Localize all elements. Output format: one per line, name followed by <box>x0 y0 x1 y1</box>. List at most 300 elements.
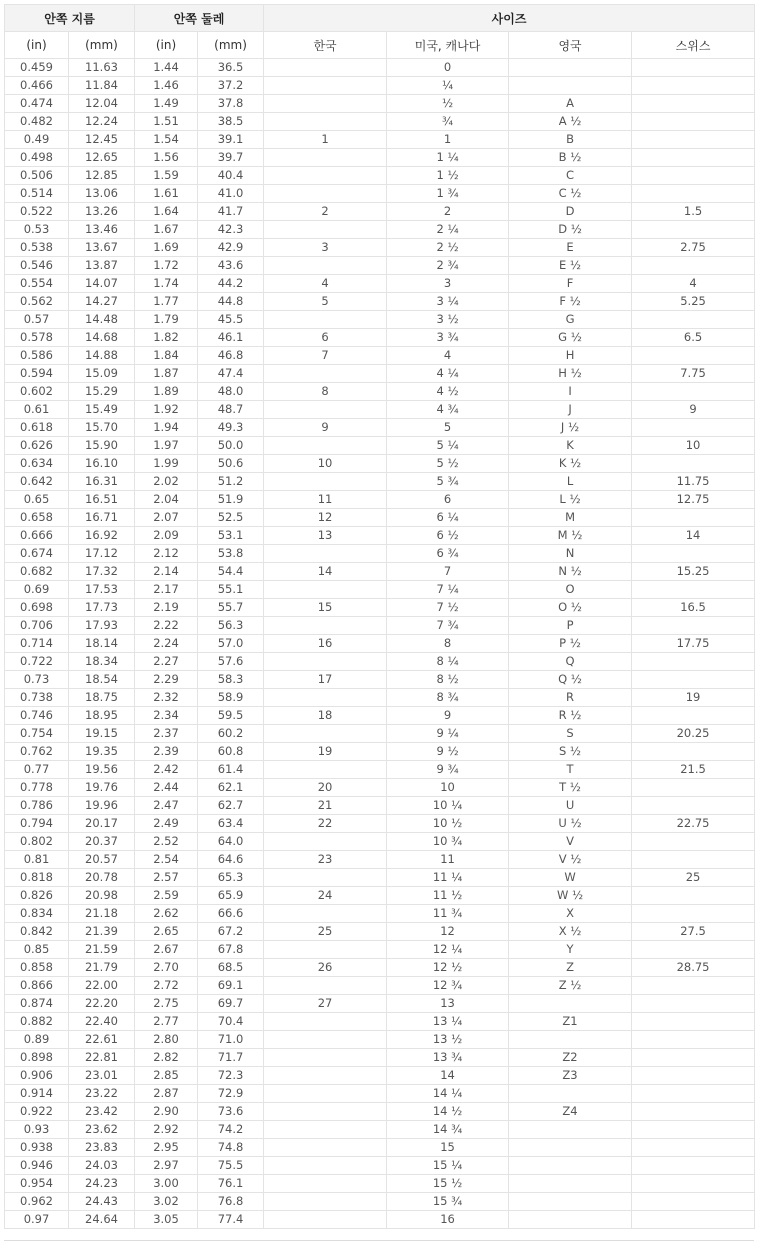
cell-us-canada-size: 7 ¾ <box>387 617 509 635</box>
cell-korea-size <box>264 1139 387 1157</box>
table-row <box>5 59 755 77</box>
header-row-sub <box>5 32 755 59</box>
cell-circumference-in: 2.27 <box>135 653 198 671</box>
header-inner-circumference: 안쪽 둘레 <box>135 5 264 32</box>
cell-us-canada-size: 11 <box>387 851 509 869</box>
table-row <box>5 761 755 779</box>
cell-swiss-size <box>632 671 755 689</box>
cell-us-canada-size: 3 ¼ <box>387 293 509 311</box>
cell-uk-size: Z <box>509 959 632 977</box>
cell-circumference-in: 3.02 <box>135 1193 198 1211</box>
cell-korea-size: 15 <box>264 599 387 617</box>
table-row <box>5 77 755 95</box>
cell-us-canada-size: 0 <box>387 59 509 77</box>
cell-us-canada-size: 11 ¼ <box>387 869 509 887</box>
header-size: 사이즈 <box>264 5 755 32</box>
cell-diameter-mm: 23.62 <box>69 1121 135 1139</box>
cell-circumference-mm: 57.6 <box>198 653 264 671</box>
cell-circumference-mm: 74.8 <box>198 1139 264 1157</box>
table-row <box>5 1085 755 1103</box>
cell-uk-size: A ½ <box>509 113 632 131</box>
cell-diameter-in: 0.49 <box>5 131 69 149</box>
cell-circumference-in: 2.72 <box>135 977 198 995</box>
cell-diameter-in: 0.618 <box>5 419 69 437</box>
cell-diameter-in: 0.586 <box>5 347 69 365</box>
cell-circumference-in: 2.42 <box>135 761 198 779</box>
cell-diameter-mm: 22.81 <box>69 1049 135 1067</box>
cell-uk-size: V ½ <box>509 851 632 869</box>
table-row <box>5 707 755 725</box>
cell-swiss-size <box>632 779 755 797</box>
cell-korea-size: 25 <box>264 923 387 941</box>
table-row <box>5 527 755 545</box>
cell-us-canada-size: 1 ¾ <box>387 185 509 203</box>
cell-circumference-mm: 68.5 <box>198 959 264 977</box>
cell-swiss-size: 4 <box>632 275 755 293</box>
cell-us-canada-size: 5 ¾ <box>387 473 509 491</box>
cell-korea-size <box>264 1121 387 1139</box>
cell-uk-size: W <box>509 869 632 887</box>
cell-korea-size: 5 <box>264 293 387 311</box>
cell-circumference-mm: 45.5 <box>198 311 264 329</box>
subheader-diameter-in: (in) <box>5 32 69 59</box>
cell-swiss-size <box>632 383 755 401</box>
cell-uk-size: F ½ <box>509 293 632 311</box>
cell-uk-size <box>509 1085 632 1103</box>
cell-diameter-in: 0.93 <box>5 1121 69 1139</box>
cell-swiss-size <box>632 941 755 959</box>
cell-korea-size <box>264 1211 387 1229</box>
cell-swiss-size <box>632 995 755 1013</box>
cell-diameter-in: 0.69 <box>5 581 69 599</box>
cell-circumference-mm: 53.8 <box>198 545 264 563</box>
cell-us-canada-size: 5 <box>387 419 509 437</box>
cell-us-canada-size: 1 ¼ <box>387 149 509 167</box>
cell-korea-size <box>264 113 387 131</box>
cell-swiss-size <box>632 1139 755 1157</box>
cell-diameter-mm: 18.75 <box>69 689 135 707</box>
cell-circumference-mm: 53.1 <box>198 527 264 545</box>
cell-circumference-mm: 76.8 <box>198 1193 264 1211</box>
cell-diameter-in: 0.874 <box>5 995 69 1013</box>
cell-swiss-size: 17.75 <box>632 635 755 653</box>
cell-swiss-size <box>632 59 755 77</box>
cell-diameter-in: 0.754 <box>5 725 69 743</box>
cell-swiss-size: 6.5 <box>632 329 755 347</box>
cell-uk-size: L <box>509 473 632 491</box>
table-row <box>5 581 755 599</box>
cell-uk-size: Y <box>509 941 632 959</box>
cell-diameter-mm: 15.70 <box>69 419 135 437</box>
table-row <box>5 509 755 527</box>
cell-diameter-mm: 21.18 <box>69 905 135 923</box>
cell-circumference-mm: 42.3 <box>198 221 264 239</box>
cell-swiss-size <box>632 1157 755 1175</box>
cell-korea-size: 24 <box>264 887 387 905</box>
cell-korea-size: 9 <box>264 419 387 437</box>
cell-swiss-size <box>632 617 755 635</box>
cell-korea-size: 1 <box>264 131 387 149</box>
cell-us-canada-size: 5 ¼ <box>387 437 509 455</box>
cell-diameter-in: 0.714 <box>5 635 69 653</box>
cell-circumference-in: 2.67 <box>135 941 198 959</box>
cell-us-canada-size: 14 <box>387 1067 509 1085</box>
cell-diameter-mm: 15.29 <box>69 383 135 401</box>
cell-diameter-mm: 17.12 <box>69 545 135 563</box>
cell-circumference-mm: 40.4 <box>198 167 264 185</box>
cell-diameter-in: 0.818 <box>5 869 69 887</box>
cell-diameter-mm: 12.04 <box>69 95 135 113</box>
cell-us-canada-size: 6 <box>387 491 509 509</box>
cell-swiss-size <box>632 347 755 365</box>
cell-uk-size: Z2 <box>509 1049 632 1067</box>
cell-circumference-mm: 71.7 <box>198 1049 264 1067</box>
cell-circumference-in: 2.29 <box>135 671 198 689</box>
cell-circumference-in: 1.69 <box>135 239 198 257</box>
cell-uk-size: X <box>509 905 632 923</box>
cell-diameter-mm: 16.92 <box>69 527 135 545</box>
cell-uk-size: M <box>509 509 632 527</box>
cell-korea-size: 14 <box>264 563 387 581</box>
cell-swiss-size: 12.75 <box>632 491 755 509</box>
cell-uk-size: M ½ <box>509 527 632 545</box>
cell-us-canada-size: 9 <box>387 707 509 725</box>
cell-uk-size: U <box>509 797 632 815</box>
cell-diameter-mm: 16.10 <box>69 455 135 473</box>
cell-circumference-mm: 60.8 <box>198 743 264 761</box>
cell-diameter-mm: 16.31 <box>69 473 135 491</box>
cell-korea-size <box>264 833 387 851</box>
table-row <box>5 347 755 365</box>
cell-diameter-in: 0.578 <box>5 329 69 347</box>
cell-diameter-mm: 20.37 <box>69 833 135 851</box>
cell-korea-size <box>264 221 387 239</box>
cell-diameter-in: 0.562 <box>5 293 69 311</box>
cell-circumference-in: 1.59 <box>135 167 198 185</box>
subheader-circumference-in: (in) <box>135 32 198 59</box>
cell-us-canada-size: 11 ¾ <box>387 905 509 923</box>
cell-us-canada-size: 14 ¼ <box>387 1085 509 1103</box>
subheader-us-canada: 미국, 캐나다 <box>387 32 509 59</box>
cell-korea-size <box>264 1085 387 1103</box>
cell-diameter-in: 0.722 <box>5 653 69 671</box>
cell-uk-size: Q <box>509 653 632 671</box>
cell-uk-size: D <box>509 203 632 221</box>
cell-diameter-in: 0.626 <box>5 437 69 455</box>
cell-diameter-in: 0.89 <box>5 1031 69 1049</box>
cell-circumference-in: 2.22 <box>135 617 198 635</box>
cell-diameter-in: 0.65 <box>5 491 69 509</box>
cell-diameter-mm: 21.79 <box>69 959 135 977</box>
cell-swiss-size: 28.75 <box>632 959 755 977</box>
cell-korea-size <box>264 167 387 185</box>
cell-diameter-mm: 11.63 <box>69 59 135 77</box>
cell-circumference-in: 1.74 <box>135 275 198 293</box>
cell-circumference-mm: 47.4 <box>198 365 264 383</box>
cell-diameter-mm: 13.06 <box>69 185 135 203</box>
cell-us-canada-size: 13 ¼ <box>387 1013 509 1031</box>
cell-uk-size: B <box>509 131 632 149</box>
cell-circumference-in: 2.97 <box>135 1157 198 1175</box>
cell-diameter-in: 0.906 <box>5 1067 69 1085</box>
cell-diameter-in: 0.666 <box>5 527 69 545</box>
table-row <box>5 833 755 851</box>
cell-uk-size: S ½ <box>509 743 632 761</box>
table-row <box>5 563 755 581</box>
cell-diameter-in: 0.642 <box>5 473 69 491</box>
cell-uk-size: Z1 <box>509 1013 632 1031</box>
cell-circumference-in: 1.67 <box>135 221 198 239</box>
cell-uk-size: K ½ <box>509 455 632 473</box>
cell-uk-size: X ½ <box>509 923 632 941</box>
cell-circumference-mm: 37.2 <box>198 77 264 95</box>
cell-circumference-in: 1.92 <box>135 401 198 419</box>
cell-circumference-in: 1.64 <box>135 203 198 221</box>
cell-us-canada-size: 12 <box>387 923 509 941</box>
subheader-circumference-mm: (mm) <box>198 32 264 59</box>
cell-diameter-in: 0.602 <box>5 383 69 401</box>
cell-swiss-size <box>632 1175 755 1193</box>
cell-circumference-in: 2.92 <box>135 1121 198 1139</box>
cell-diameter-mm: 16.71 <box>69 509 135 527</box>
cell-diameter-mm: 19.56 <box>69 761 135 779</box>
cell-circumference-mm: 39.7 <box>198 149 264 167</box>
cell-circumference-in: 1.77 <box>135 293 198 311</box>
cell-circumference-in: 1.94 <box>135 419 198 437</box>
cell-swiss-size: 7.75 <box>632 365 755 383</box>
cell-uk-size <box>509 1157 632 1175</box>
cell-circumference-mm: 55.1 <box>198 581 264 599</box>
cell-korea-size <box>264 1193 387 1211</box>
cell-swiss-size <box>632 977 755 995</box>
cell-circumference-mm: 44.2 <box>198 275 264 293</box>
cell-uk-size: Z3 <box>509 1067 632 1085</box>
cell-diameter-mm: 13.26 <box>69 203 135 221</box>
header-row-main <box>5 5 755 32</box>
cell-diameter-in: 0.498 <box>5 149 69 167</box>
cell-circumference-in: 2.04 <box>135 491 198 509</box>
cell-circumference-mm: 42.9 <box>198 239 264 257</box>
table-body <box>5 59 755 1229</box>
cell-us-canada-size: 10 ¾ <box>387 833 509 851</box>
cell-circumference-in: 3.00 <box>135 1175 198 1193</box>
cell-korea-size <box>264 581 387 599</box>
cell-diameter-mm: 16.51 <box>69 491 135 509</box>
cell-korea-size: 10 <box>264 455 387 473</box>
cell-circumference-mm: 77.4 <box>198 1211 264 1229</box>
cell-circumference-in: 2.07 <box>135 509 198 527</box>
cell-korea-size: 20 <box>264 779 387 797</box>
table-row <box>5 437 755 455</box>
cell-circumference-in: 2.65 <box>135 923 198 941</box>
cell-us-canada-size: ¾ <box>387 113 509 131</box>
cell-diameter-in: 0.81 <box>5 851 69 869</box>
cell-diameter-in: 0.73 <box>5 671 69 689</box>
cell-diameter-in: 0.466 <box>5 77 69 95</box>
cell-us-canada-size: 8 <box>387 635 509 653</box>
cell-korea-size <box>264 905 387 923</box>
cell-circumference-in: 2.77 <box>135 1013 198 1031</box>
cell-circumference-mm: 48.0 <box>198 383 264 401</box>
cell-us-canada-size: 6 ½ <box>387 527 509 545</box>
cell-diameter-in: 0.946 <box>5 1157 69 1175</box>
cell-us-canada-size: 12 ¾ <box>387 977 509 995</box>
cell-diameter-mm: 23.01 <box>69 1067 135 1085</box>
cell-diameter-in: 0.97 <box>5 1211 69 1229</box>
cell-circumference-in: 2.62 <box>135 905 198 923</box>
ring-size-table <box>4 4 755 1229</box>
cell-uk-size: Z ½ <box>509 977 632 995</box>
cell-us-canada-size: 10 <box>387 779 509 797</box>
table-row <box>5 455 755 473</box>
cell-uk-size: K <box>509 437 632 455</box>
cell-us-canada-size: 12 ½ <box>387 959 509 977</box>
cell-us-canada-size: 12 ¼ <box>387 941 509 959</box>
table-row <box>5 1175 755 1193</box>
cell-korea-size: 27 <box>264 995 387 1013</box>
cell-circumference-in: 1.49 <box>135 95 198 113</box>
cell-us-canada-size: 7 <box>387 563 509 581</box>
cell-diameter-in: 0.514 <box>5 185 69 203</box>
cell-swiss-size: 20.25 <box>632 725 755 743</box>
cell-circumference-mm: 62.7 <box>198 797 264 815</box>
cell-korea-size <box>264 653 387 671</box>
table-row <box>5 1031 755 1049</box>
cell-diameter-in: 0.522 <box>5 203 69 221</box>
cell-circumference-mm: 54.4 <box>198 563 264 581</box>
cell-korea-size <box>264 437 387 455</box>
cell-us-canada-size: 15 ½ <box>387 1175 509 1193</box>
table-row <box>5 887 755 905</box>
cell-korea-size: 6 <box>264 329 387 347</box>
cell-swiss-size: 10 <box>632 437 755 455</box>
table-row <box>5 545 755 563</box>
cell-uk-size: H <box>509 347 632 365</box>
cell-circumference-in: 1.87 <box>135 365 198 383</box>
cell-circumference-in: 2.44 <box>135 779 198 797</box>
cell-diameter-mm: 20.78 <box>69 869 135 887</box>
cell-us-canada-size: 9 ½ <box>387 743 509 761</box>
cell-korea-size: 8 <box>264 383 387 401</box>
cell-diameter-in: 0.762 <box>5 743 69 761</box>
cell-uk-size: W ½ <box>509 887 632 905</box>
cell-circumference-mm: 63.4 <box>198 815 264 833</box>
cell-uk-size <box>509 1121 632 1139</box>
table-row <box>5 275 755 293</box>
cell-diameter-in: 0.954 <box>5 1175 69 1193</box>
cell-uk-size: P ½ <box>509 635 632 653</box>
cell-circumference-mm: 65.3 <box>198 869 264 887</box>
cell-korea-size <box>264 95 387 113</box>
cell-swiss-size: 15.25 <box>632 563 755 581</box>
cell-diameter-mm: 24.03 <box>69 1157 135 1175</box>
cell-uk-size: O <box>509 581 632 599</box>
cell-us-canada-size: 14 ¾ <box>387 1121 509 1139</box>
cell-swiss-size <box>632 257 755 275</box>
cell-uk-size: A <box>509 95 632 113</box>
cell-korea-size: 18 <box>264 707 387 725</box>
cell-swiss-size: 22.75 <box>632 815 755 833</box>
cell-diameter-mm: 20.17 <box>69 815 135 833</box>
cell-circumference-in: 2.52 <box>135 833 198 851</box>
cell-diameter-mm: 14.68 <box>69 329 135 347</box>
cell-us-canada-size: 15 <box>387 1139 509 1157</box>
table-row <box>5 797 755 815</box>
table-row <box>5 257 755 275</box>
cell-us-canada-size: 15 ¾ <box>387 1193 509 1211</box>
table-row <box>5 977 755 995</box>
table-row <box>5 401 755 419</box>
cell-uk-size: F <box>509 275 632 293</box>
cell-circumference-in: 2.37 <box>135 725 198 743</box>
cell-korea-size: 23 <box>264 851 387 869</box>
cell-diameter-mm: 17.53 <box>69 581 135 599</box>
cell-us-canada-size: 3 ¾ <box>387 329 509 347</box>
cell-uk-size: N <box>509 545 632 563</box>
cell-diameter-in: 0.778 <box>5 779 69 797</box>
cell-swiss-size <box>632 113 755 131</box>
cell-uk-size: N ½ <box>509 563 632 581</box>
cell-circumference-in: 2.19 <box>135 599 198 617</box>
cell-korea-size: 2 <box>264 203 387 221</box>
cell-circumference-mm: 46.8 <box>198 347 264 365</box>
cell-uk-size: J ½ <box>509 419 632 437</box>
cell-diameter-in: 0.85 <box>5 941 69 959</box>
cell-us-canada-size: 13 ¾ <box>387 1049 509 1067</box>
cell-korea-size: 4 <box>264 275 387 293</box>
cell-korea-size: 11 <box>264 491 387 509</box>
cell-circumference-in: 2.82 <box>135 1049 198 1067</box>
subheader-korea: 한국 <box>264 32 387 59</box>
cell-swiss-size: 25 <box>632 869 755 887</box>
cell-circumference-in: 1.99 <box>135 455 198 473</box>
cell-diameter-mm: 12.65 <box>69 149 135 167</box>
cell-circumference-in: 1.44 <box>135 59 198 77</box>
cell-circumference-mm: 65.9 <box>198 887 264 905</box>
table-row <box>5 815 755 833</box>
cell-diameter-mm: 22.20 <box>69 995 135 1013</box>
cell-diameter-in: 0.538 <box>5 239 69 257</box>
cell-us-canada-size: 16 <box>387 1211 509 1229</box>
cell-circumference-mm: 66.6 <box>198 905 264 923</box>
table-row <box>5 419 755 437</box>
cell-uk-size <box>509 1175 632 1193</box>
cell-circumference-in: 2.02 <box>135 473 198 491</box>
table-row <box>5 1193 755 1211</box>
cell-korea-size: 26 <box>264 959 387 977</box>
cell-swiss-size <box>632 887 755 905</box>
cell-diameter-mm: 24.64 <box>69 1211 135 1229</box>
cell-korea-size: 16 <box>264 635 387 653</box>
cell-circumference-in: 1.51 <box>135 113 198 131</box>
cell-diameter-mm: 22.40 <box>69 1013 135 1031</box>
cell-swiss-size: 5.25 <box>632 293 755 311</box>
table-row <box>5 1121 755 1139</box>
cell-circumference-mm: 60.2 <box>198 725 264 743</box>
cell-circumference-in: 2.59 <box>135 887 198 905</box>
cell-diameter-mm: 23.83 <box>69 1139 135 1157</box>
cell-korea-size <box>264 1175 387 1193</box>
cell-circumference-mm: 48.7 <box>198 401 264 419</box>
cell-circumference-mm: 72.9 <box>198 1085 264 1103</box>
cell-korea-size <box>264 977 387 995</box>
cell-circumference-mm: 64.6 <box>198 851 264 869</box>
table-row <box>5 599 755 617</box>
cell-korea-size: 22 <box>264 815 387 833</box>
cell-korea-size <box>264 1157 387 1175</box>
cell-diameter-mm: 19.35 <box>69 743 135 761</box>
table-row <box>5 203 755 221</box>
